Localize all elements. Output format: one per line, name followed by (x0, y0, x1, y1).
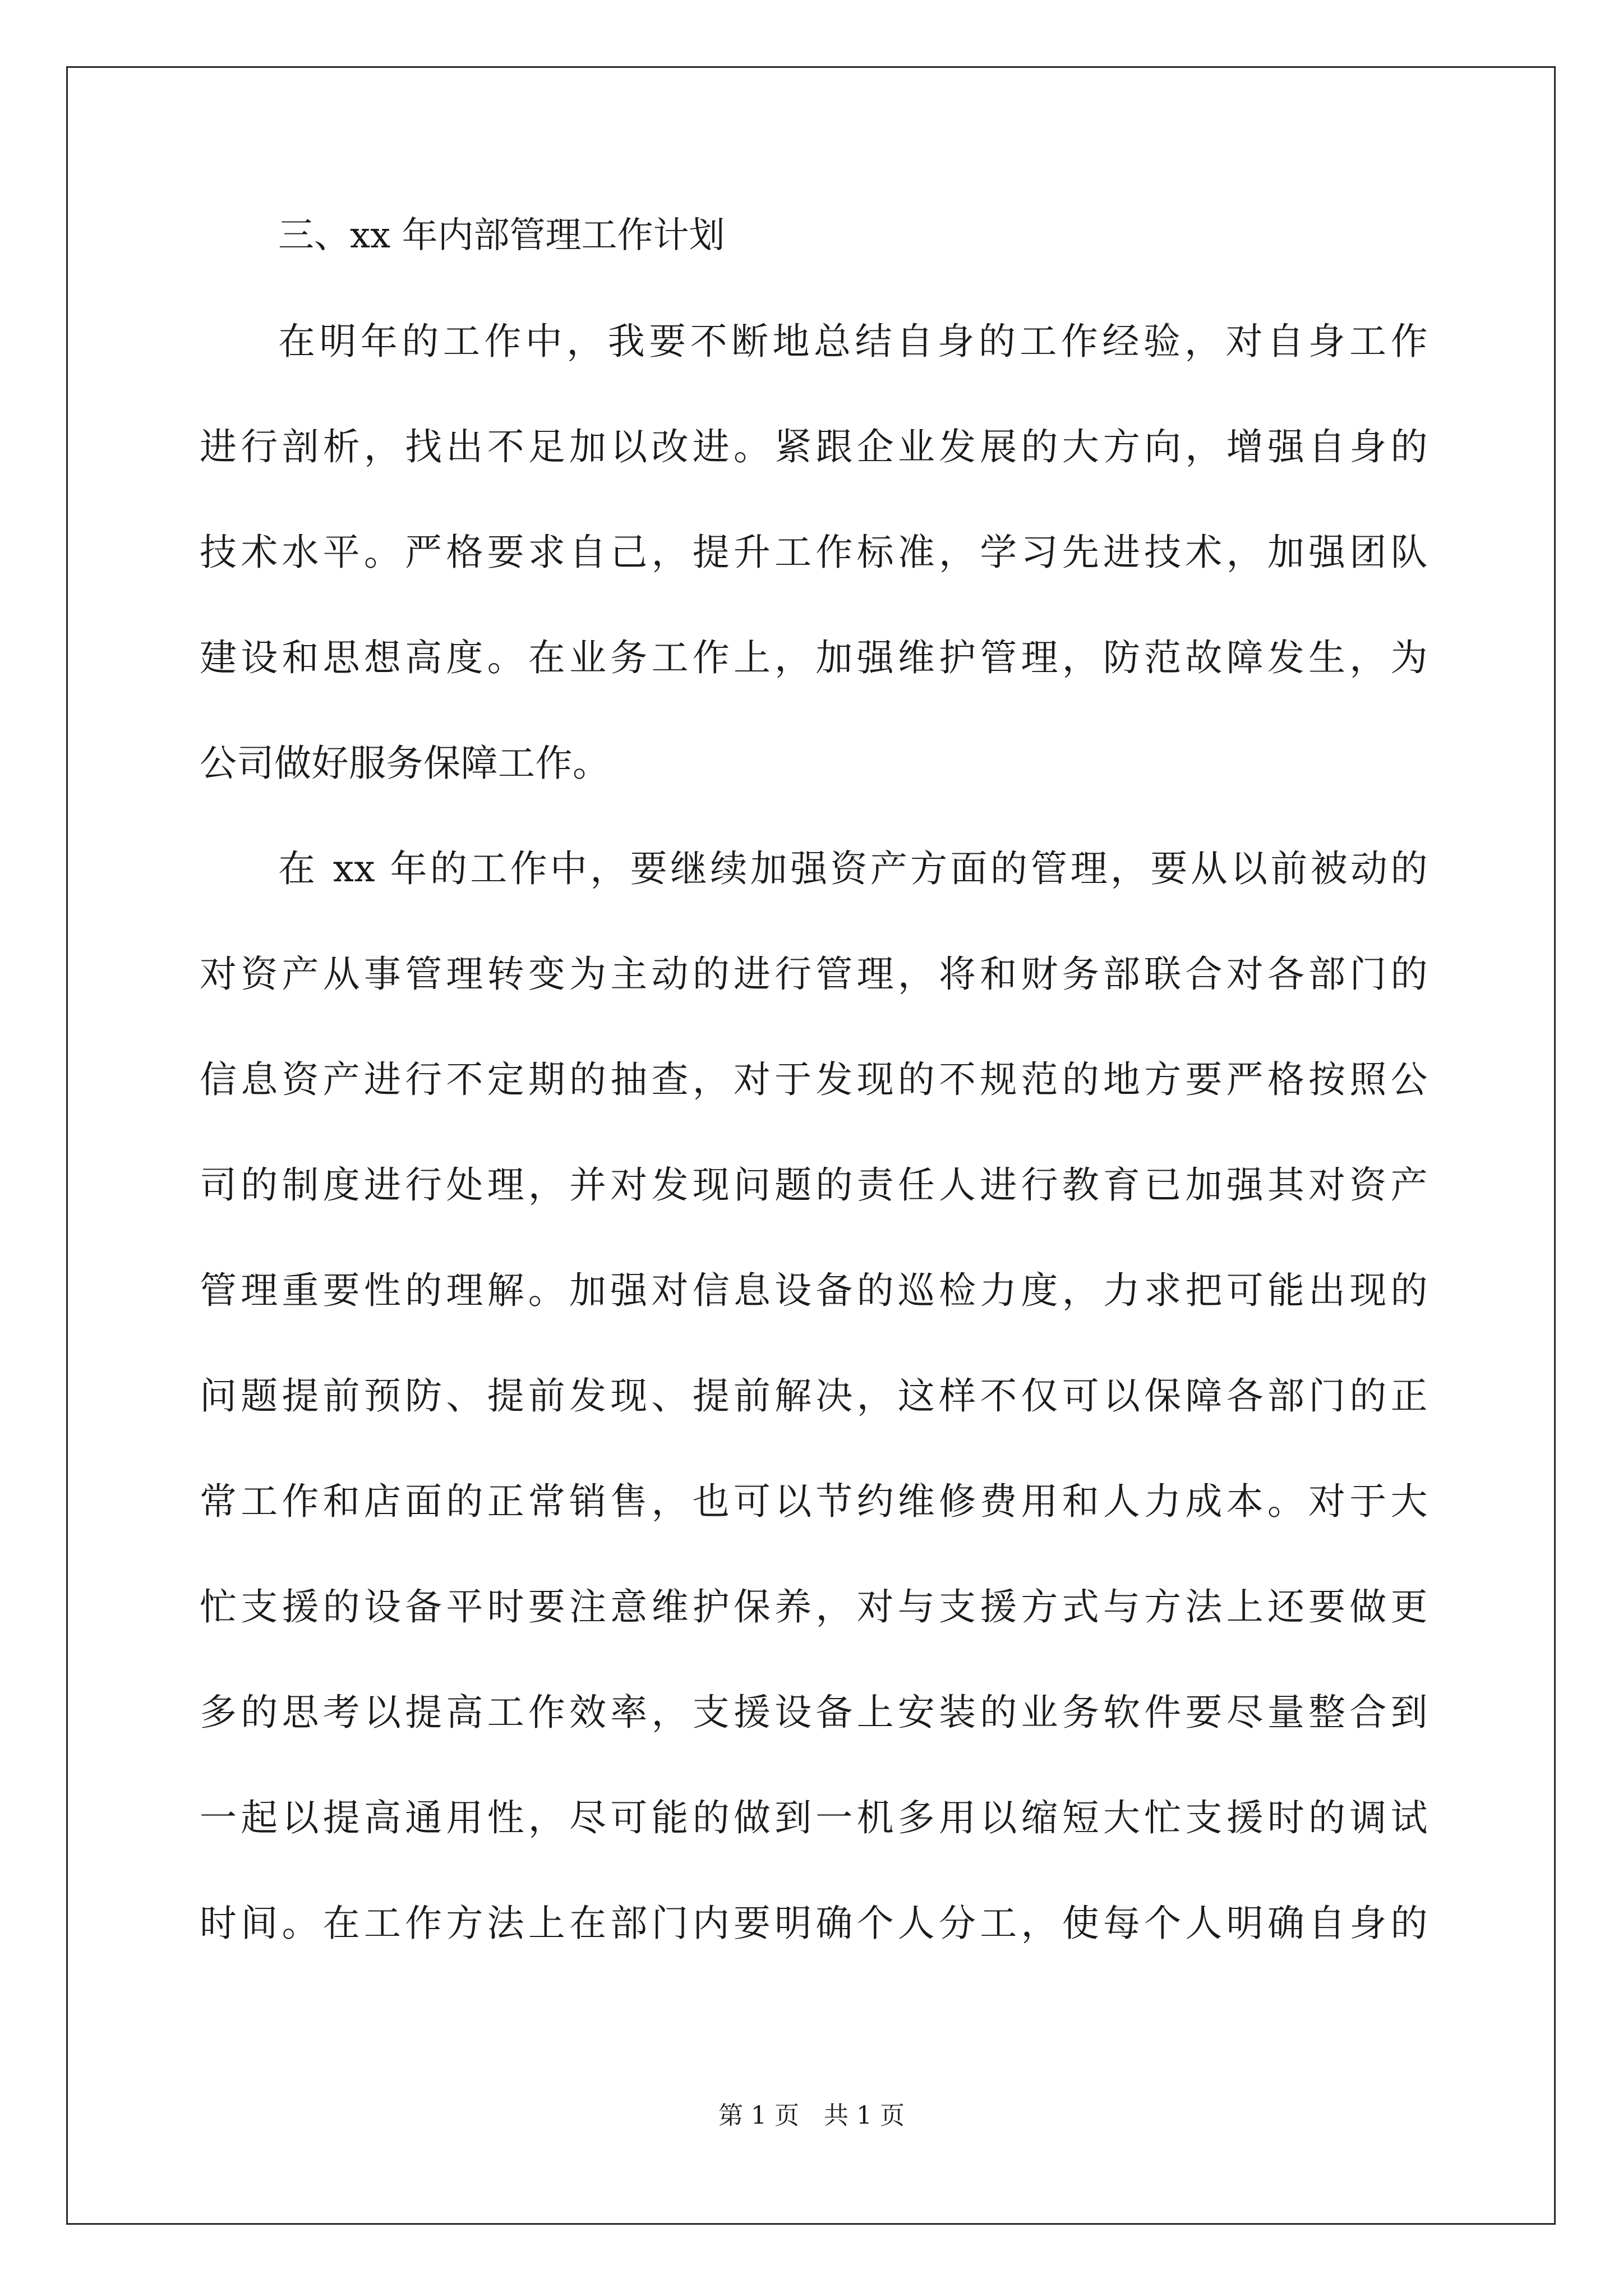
paragraph-line: 在 xx 年的工作中，要继续加强资产方面的管理，要从以前被动的 (278, 847, 1428, 890)
paragraph-line: 司的制度进行处理，并对发现问题的责任人进行教育已加强其对资产 (200, 1163, 1428, 1207)
paragraph-line: 建设和思想高度。在业务工作上，加强维护管理，防范故障发生，为 (200, 636, 1428, 679)
paragraph-1 (200, 320, 1428, 850)
paragraph-line: 公司做好服务保障工作。 (200, 742, 610, 785)
paragraph-2 (200, 847, 1428, 2010)
paragraph-line: 常工作和店面的正常销售，也可以节约维修费用和人力成本。对于大 (200, 1480, 1428, 1523)
document-body (200, 215, 1428, 2010)
section-heading: 三、xx 年内部管理工作计划 (278, 215, 725, 256)
paragraph-line: 进行剖析，找出不足加以改进。紧跟企业发展的大方向，增强自身的 (200, 425, 1428, 468)
paragraph-line: 一起以提高通用性，尽可能的做到一机多用以缩短大忙支援时的调试 (200, 1796, 1428, 1839)
paragraph-line: 多的思考以提高工作效率，支援设备上安装的业务软件要尽量整合到 (200, 1691, 1428, 1734)
paragraph-line: 问题提前预防、提前发现、提前解决，这样不仅可以保障各部门的正 (200, 1374, 1428, 1418)
paragraph-line: 对资产从事管理转变为主动的进行管理，将和财务部联合对各部门的 (200, 953, 1428, 996)
paragraph-line: 忙支援的设备平时要注意维护保养，对与支援方式与方法上还要做更 (200, 1585, 1428, 1628)
paragraph-line: 在明年的工作中，我要不断地总结自身的工作经验，对自身工作 (278, 320, 1428, 363)
paragraph-line: 信息资产进行不定期的抽查，对于发现的不规范的地方要严格按照公 (200, 1058, 1428, 1101)
paragraph-line: 技术水平。严格要求自己，提升工作标准，学习先进技术，加强团队 (200, 531, 1428, 574)
paragraph-line: 管理重要性的理解。加强对信息设备的巡检力度，力求把可能出现的 (200, 1269, 1428, 1312)
page-footer: 第 1 页 共 1 页 (718, 2101, 905, 2130)
paragraph-line: 时间。在工作方法上在部门内要明确个人分工，使每个人明确自身的 (200, 1902, 1428, 1945)
